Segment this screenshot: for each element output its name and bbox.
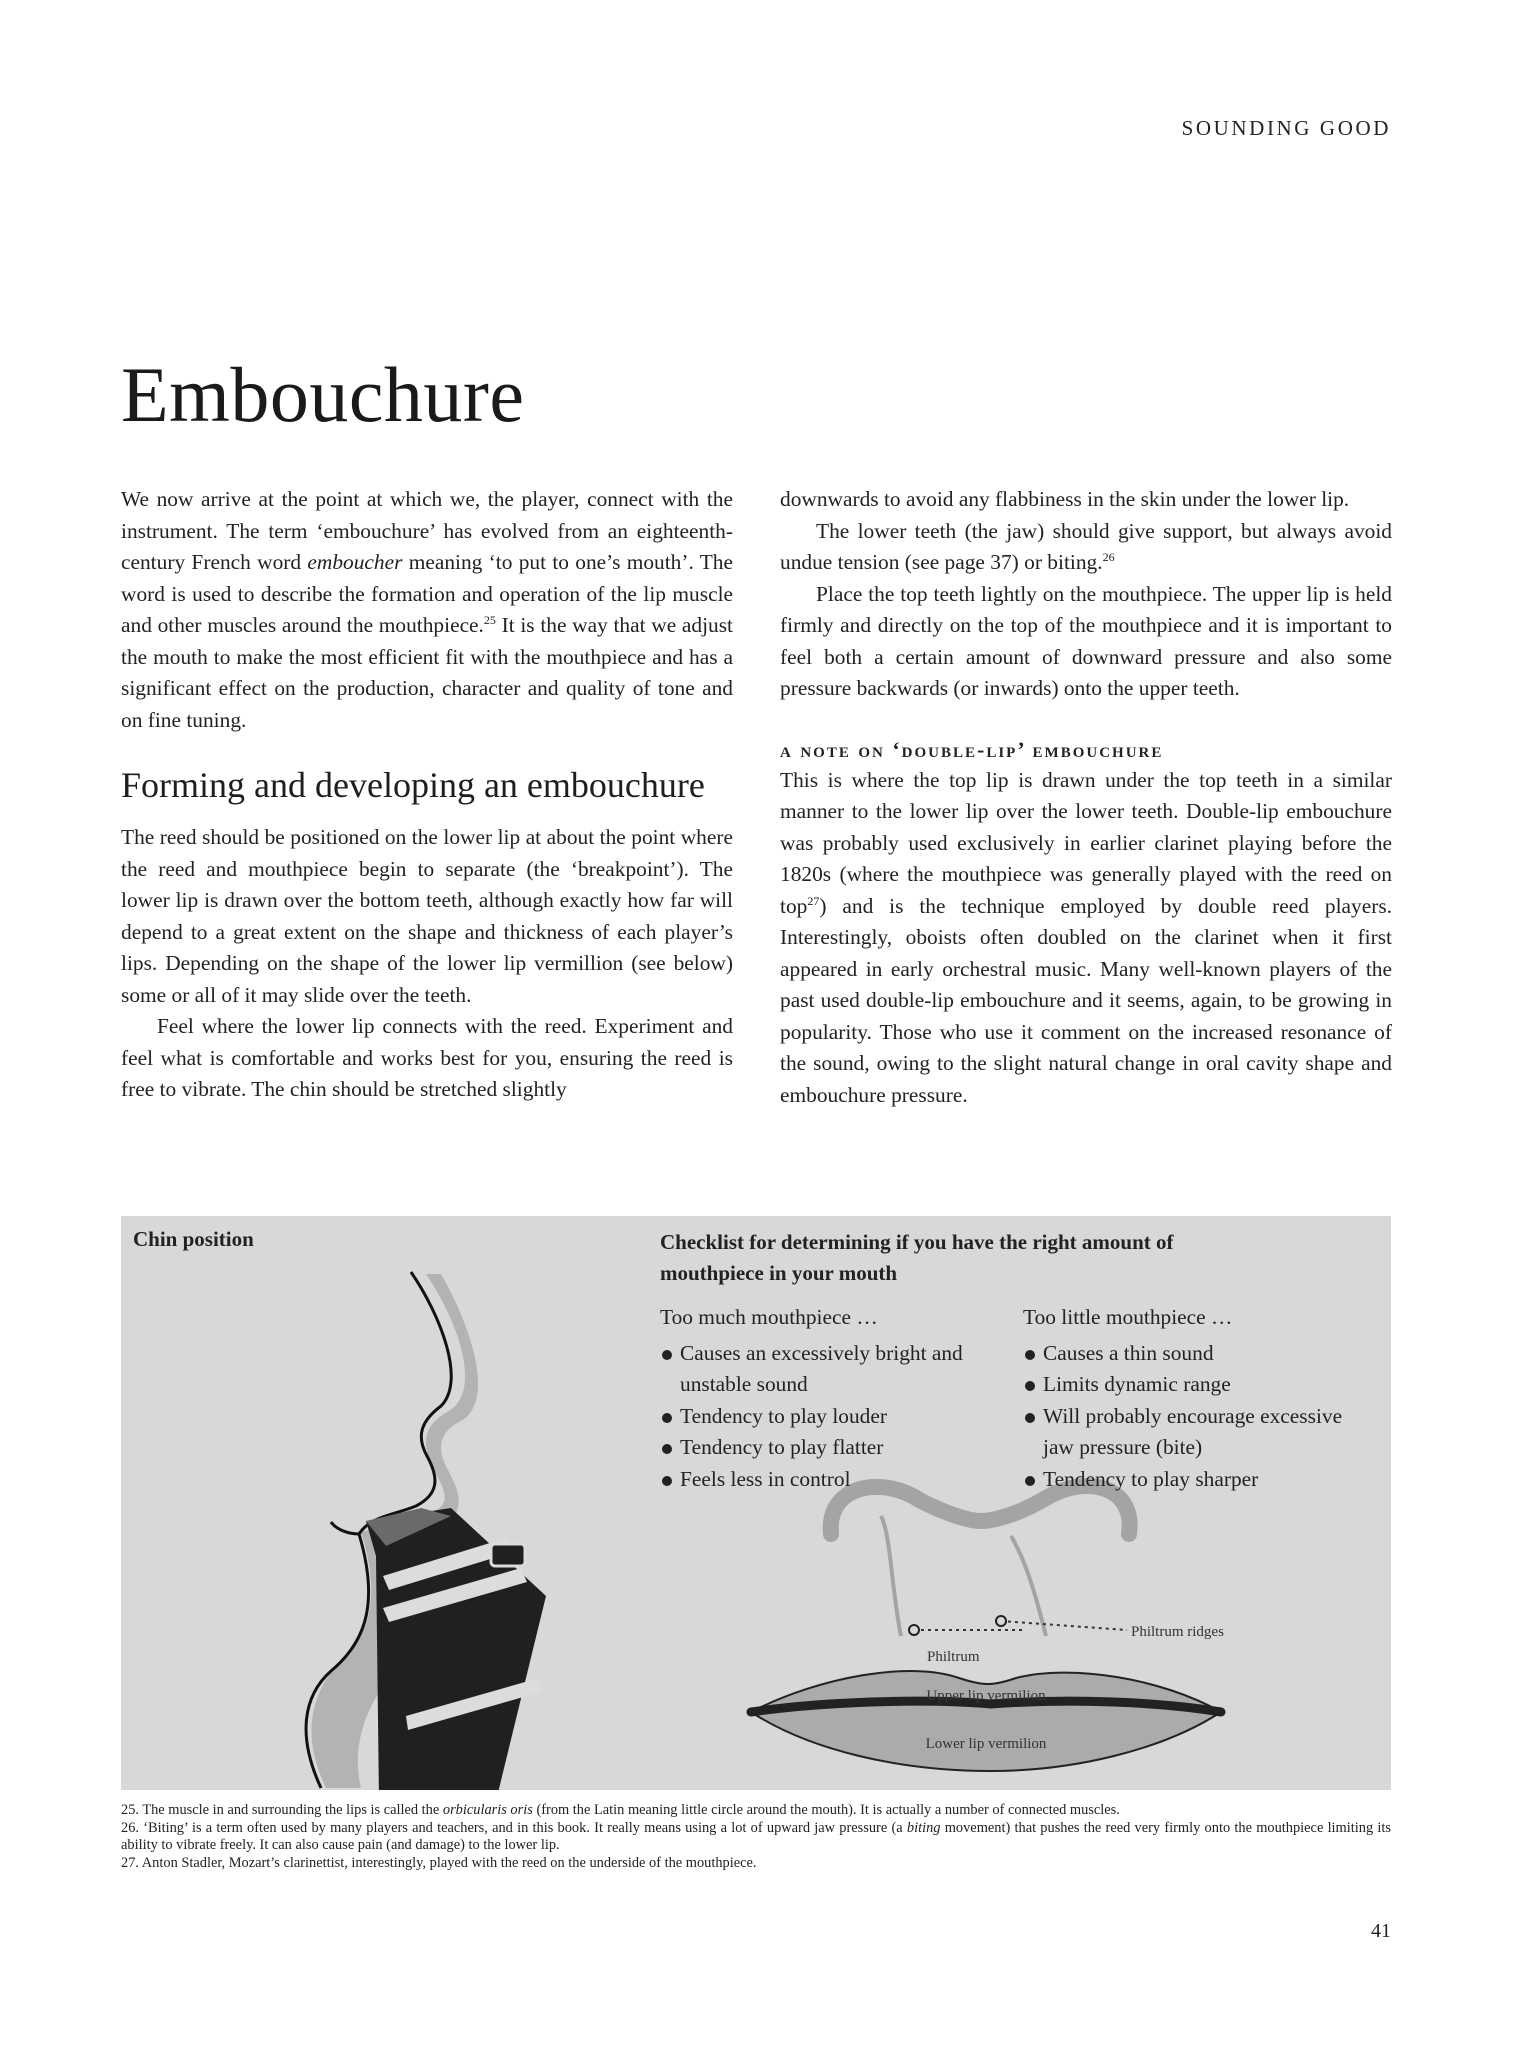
section-subheading: Forming and developing an embouchure [121,765,705,805]
too-little-heading: Too little mouthpiece … [1023,1305,1233,1329]
page-number: 41 [1371,1920,1391,1942]
double-lip-paragraph: This is where the top lip is drawn under the top teeth in a similar manner to the lower lip over the lower teeth. Double-lip embouchure was probably used exclusively in earlier clarinet playing before the 1820s (where the mouthpiece was generally played with the reed on top$^{27}$) and is the technique employed by double reed players. Interestingly, oboists often doubled on the clarinet when it first appeared in early orchestral music. Many well-known players of the past used double-lip embouchure and it seems, again, to be growing in popularity. Those who use it comment on the increased resonance of the sound, owing to the slight natural change in oral cavity shape and embouchure pressure. [780,767,1392,1107]
footnote-25: 25. The muscle in and surrounding the lips is called the orbicularis oris (from the Latin meaning little circle around the mouth). It is actually a number of connected muscles. [121,1802,1120,1818]
left-column [121,484,733,1106]
nose-moustache-illustration [831,1486,1130,1636]
chin-profile-illustration [306,1272,546,1790]
embouchure-figure [121,1216,1391,1790]
philtrum-markers [909,1616,1127,1635]
list-item: Limits dynamic range [1023,1369,1353,1401]
list-item: Tendency to play sharper [1023,1464,1353,1496]
footnote-ref-27: 27 [807,893,820,908]
emphasis-emboucher: emboucher [307,550,403,574]
note-heading: a note on ‘double-lip’ embouchure [780,736,1164,762]
continued-paragraph: downwards to avoid any flabbiness in the skin under the lower lip. [780,487,1350,511]
upper-lip-label: Upper lip vermilion [926,1688,1046,1704]
chin-position-label: Chin position [133,1227,254,1251]
philtrum-label: Philtrum [927,1649,980,1665]
lower-lip-paragraph: Feel where the lower lip connects with the reed. Experiment and feel what is comfortable and works best for you, ensuring the reed is free to vibrate. The chin should be stretched slightly [121,1014,733,1101]
lower-teeth-paragraph: The lower teeth (the jaw) should give support, but always avoid undue tension (see page 37) or biting.$^{26}$ [780,518,1392,574]
footnotes [121,1802,1391,1872]
list-item: Causes a thin sound [1023,1338,1353,1370]
lower-lip-label: Lower lip vermilion [925,1736,1047,1752]
top-teeth-paragraph: Place the top teeth lightly on the mouthpiece. The upper lip is held firmly and directly on the top of the mouthpiece and it is important to feel both a certain amount of downward pressure and also some pressure backwards (or inwards) onto the upper teeth. [780,581,1392,700]
running-head: SOUNDING GOOD [1181,116,1391,140]
philtrum-ridges-label: Philtrum ridges [1131,1624,1224,1640]
list-item: Tendency to play louder [660,1401,990,1433]
chapter-title: Embouchure [121,351,525,438]
too-little-list [1023,1302,1353,1495]
footnote-26: 26. ‘Biting’ is a term often used by many players and teachers, and in this book. It really means using a lot of upward jaw pressure (a biting movement) that pushes the reed very firmly onto the mouthpiece limiting its ability to vibrate freely. It can also cause pain (and damage) to the lower lip. [121,1819,1391,1853]
list-item: Will probably encourage excessive jaw pressure (bite) [1023,1401,1353,1464]
footnote-ref-25: 25 [483,612,496,627]
footnote-27: 27. Anton Stadler, Mozart’s clarinettist, interestingly, played with the reed on the underside of the mouthpiece. [121,1854,757,1871]
too-much-list [660,1302,990,1495]
list-item: Causes an excessively bright and unstable sound [660,1338,990,1401]
footnote-ref-26: 26 [1102,549,1115,564]
intro-paragraph: We now arrive at the point at which we, the player, connect with the instrument. The term ‘embouchure’ has evolved from an eighteenth-century French word emboucher meaning ‘to put to one’s mouth’. The word is used to describe the formation and operation of the lip muscle and other muscles around the mouthpiece.$^{25}$ It is the way that we adjust the mouth to make the most efficient fit with the mouthpiece and has a significant effect on the production, character and quality of tone and on fine tuning. [121,487,733,732]
list-item: Feels less in control [660,1464,990,1496]
lips-illustration [751,1671,1221,1771]
breakpoint-paragraph: The reed should be positioned on the lower lip at about the point where the reed and mouthpiece begin to separate (the ‘breakpoint’). The lower lip is drawn over the bottom teeth, although exactly how far will depend to a great extent on the shape and thickness of each player’s lips. Depending on the shape of the lower lip vermillion (see below) some or all of it may slide over the teeth. [121,825,733,1007]
too-much-heading: Too much mouthpiece … [660,1305,878,1329]
right-column [780,484,1392,1111]
list-item: Tendency to play flatter [660,1432,990,1464]
checklist-title: Checklist for determining if you have the right amount of mouthpiece in your mouth [660,1230,1174,1285]
